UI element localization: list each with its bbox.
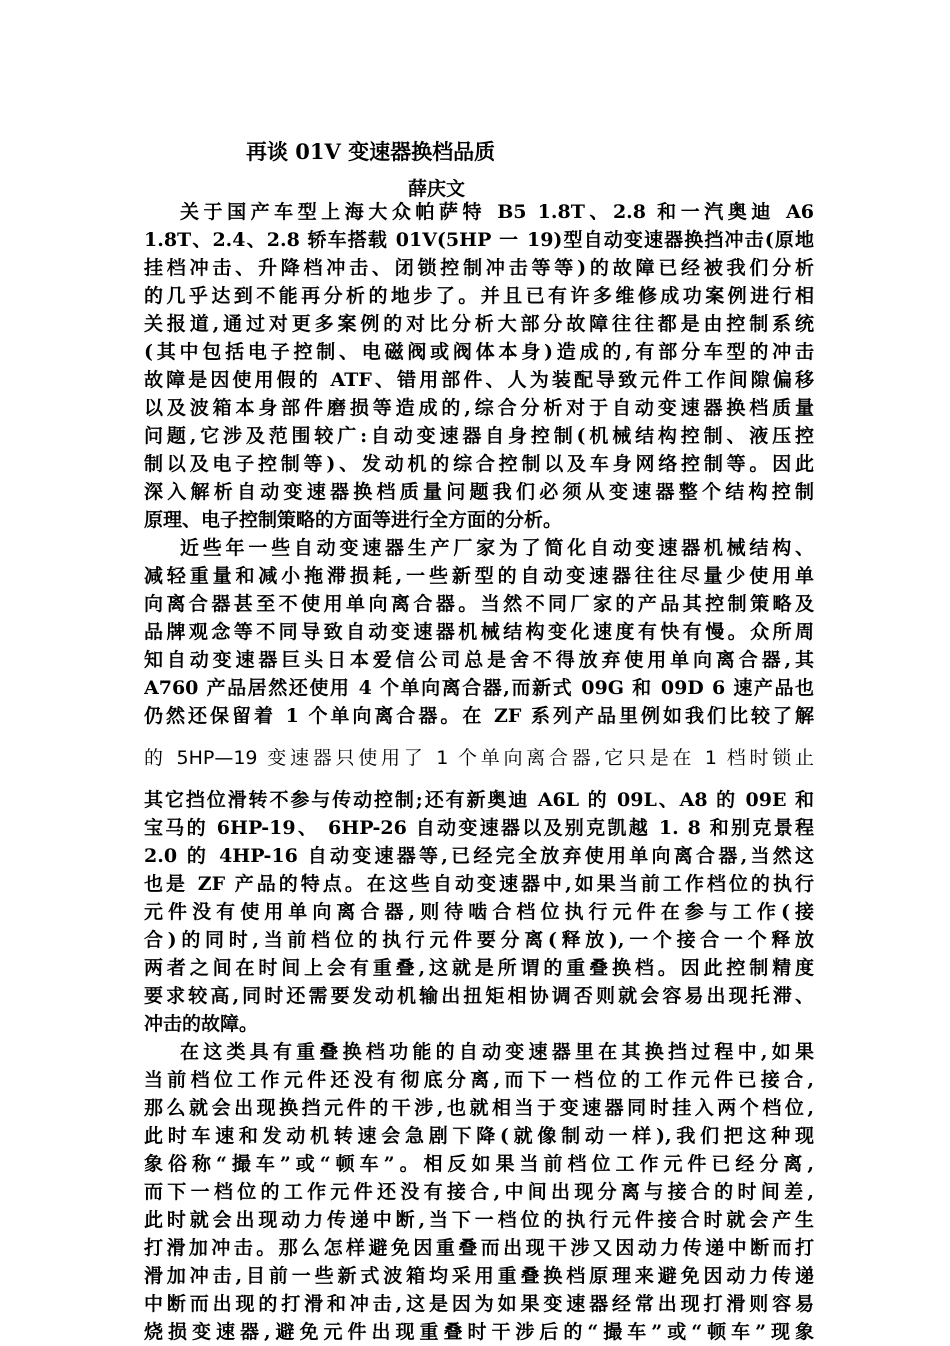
paragraph-line: 滑加冲击,目前一些新式波箱均采用重叠换档原理来避免因动力传递 bbox=[144, 1265, 814, 1287]
paragraph-line: 合)的同时,当前档位的执行元件要分离(释放),一个接合一个释放 bbox=[144, 929, 814, 951]
paragraph-line: 制以及电子控制等)、发动机的综合控制以及车身网络控制等。因此 bbox=[144, 453, 814, 475]
paragraph-line: 象俗称“撮车”或“顿车”。相反如果当前档位工作元件已经分离, bbox=[144, 1153, 814, 1175]
paragraph-line: 元件没有使用单向离合器,则待啮合档位执行元件在参与工作(接 bbox=[144, 901, 814, 923]
paragraph-line: 在这类具有重叠换档功能的自动变速器里在其换挡过程中,如果 bbox=[180, 1041, 814, 1063]
paragraph-line: 关于国产车型上海大众帕萨特 B5 1.8T、2.8 和一汽奥迪 A6 bbox=[180, 201, 814, 223]
paragraph-line: 问题,它涉及范围较广:自动变速器自身控制(机械结构控制、液压控 bbox=[144, 425, 814, 447]
paragraph-line: 那么就会出现换挡元件的干涉,也就相当于变速器同时挂入两个档位, bbox=[144, 1097, 814, 1119]
paragraph-line: 其它挡位滑转不参与传动控制;还有新奥迪 A6L 的 09L、A8 的 09E 和 bbox=[144, 789, 814, 811]
document-author: 薛庆文 bbox=[408, 178, 466, 200]
paragraph-line: 2.0 的 4HP-16 自动变速器等,已经完全放弃使用单向离合器,当然这 bbox=[144, 845, 814, 867]
paragraph-line: 关报道,通过对更多案例的对比分析大部分故障往往都是由控制系统 bbox=[144, 313, 814, 335]
paragraph-line: 冲击的故障。 bbox=[144, 1013, 259, 1035]
paragraph-line: (其中包括电子控制、电磁阀或阀体本身)造成的,有部分车型的冲击 bbox=[144, 341, 814, 363]
paragraph-line: 此时就会出现动力传递中断,当下一档位的执行元件接合时就会产生 bbox=[144, 1209, 814, 1231]
paragraph-line: 的几乎达到不能再分析的地步了。并且已有许多维修成功案例进行相 bbox=[144, 285, 814, 307]
paragraph-line: 原理、电子控制策略的方面等进行全方面的分析。 bbox=[144, 509, 563, 531]
paragraph-line: 品牌观念等不同导致自动变速器机械结构变化速度有快有慢。众所周 bbox=[144, 621, 814, 643]
paragraph-line: 深入解析自动变速器换档质量问题我们必须从变速器整个结构控制 bbox=[144, 481, 814, 503]
paragraph-line: 向离合器甚至不使用单向离合器。当然不同厂家的产品其控制策略及 bbox=[144, 593, 814, 615]
paragraph-line: 两者之间在时间上会有重叠,这就是所谓的重叠换档。因此控制精度 bbox=[144, 957, 814, 979]
paragraph-line: 当前档位工作元件还没有彻底分离,而下一档位的工作元件已接合, bbox=[144, 1069, 814, 1091]
paragraph-line: 宝马的 6HP-19、 6HP-26 自动变速器以及别克凯越 1. 8 和别克景程 bbox=[144, 817, 814, 839]
paragraph-line: 而下一档位的工作元件还没有接合,中间出现分离与接合的时间差, bbox=[144, 1181, 814, 1203]
paragraph-line: 1.8T、2.4、2.8 轿车搭载 01V(5HP 一 19)型自动变速器换挡冲击(原地 bbox=[144, 229, 814, 251]
paragraph-line: 也是 ZF 产品的特点。在这些自动变速器中,如果当前工作档位的执行 bbox=[144, 873, 814, 895]
paragraph-line: 的 5HP—19 变速器只使用了 1 个单向离合器,它只是在 1 档时锁止 bbox=[144, 747, 814, 769]
document-title: 再谈 01V 变速器换档品质 bbox=[246, 139, 496, 164]
paragraph-line: 以及波箱本身部件磨损等造成的,综合分析对于自动变速器换档质量 bbox=[144, 397, 814, 419]
paragraph-line: 知自动变速器巨头日本爱信公司总是舍不得放弃使用单向离合器,其 bbox=[144, 649, 814, 671]
paragraph-line: 挂档冲击、升降档冲击、闭锁控制冲击等等)的故障已经被我们分析 bbox=[144, 257, 814, 279]
paragraph-line: 仍然还保留着 1 个单向离合器。在 ZF 系列产品里例如我们比较了解 bbox=[144, 705, 814, 727]
paragraph-line: 要求较高,同时还需要发动机输出扭矩相协调否则就会容易出现托滞、 bbox=[144, 985, 814, 1007]
paragraph-line: A760 产品居然还使用 4 个单向离合器,而新式 09G 和 09D 6 速产品也 bbox=[144, 677, 814, 699]
paragraph-line: 此时车速和发动机转速会急剧下降(就像制动一样),我们把这种现 bbox=[144, 1125, 814, 1147]
paragraph-line: 近些年一些自动变速器生产厂家为了简化自动变速器机械结构、 bbox=[180, 537, 814, 559]
paragraph-line: 打滑加冲击。那么怎样避免因重叠而出现干涉又因动力传递中断而打 bbox=[144, 1237, 814, 1259]
paragraph-line: 故障是因使用假的 ATF、错用部件、人为装配导致元件工作间隙偏移 bbox=[144, 369, 814, 391]
paragraph-line: 烧损变速器,避免元件出现重叠时干涉后的“撮车”或“顿车”现象 bbox=[144, 1321, 814, 1343]
paragraph-line: 减轻重量和减小拖滞损耗,一些新型的自动变速器往往尽量少使用单 bbox=[144, 565, 814, 587]
paragraph-line: 中断而出现的打滑和冲击,这是因为如果变速器经常出现打滑则容易 bbox=[144, 1293, 814, 1315]
